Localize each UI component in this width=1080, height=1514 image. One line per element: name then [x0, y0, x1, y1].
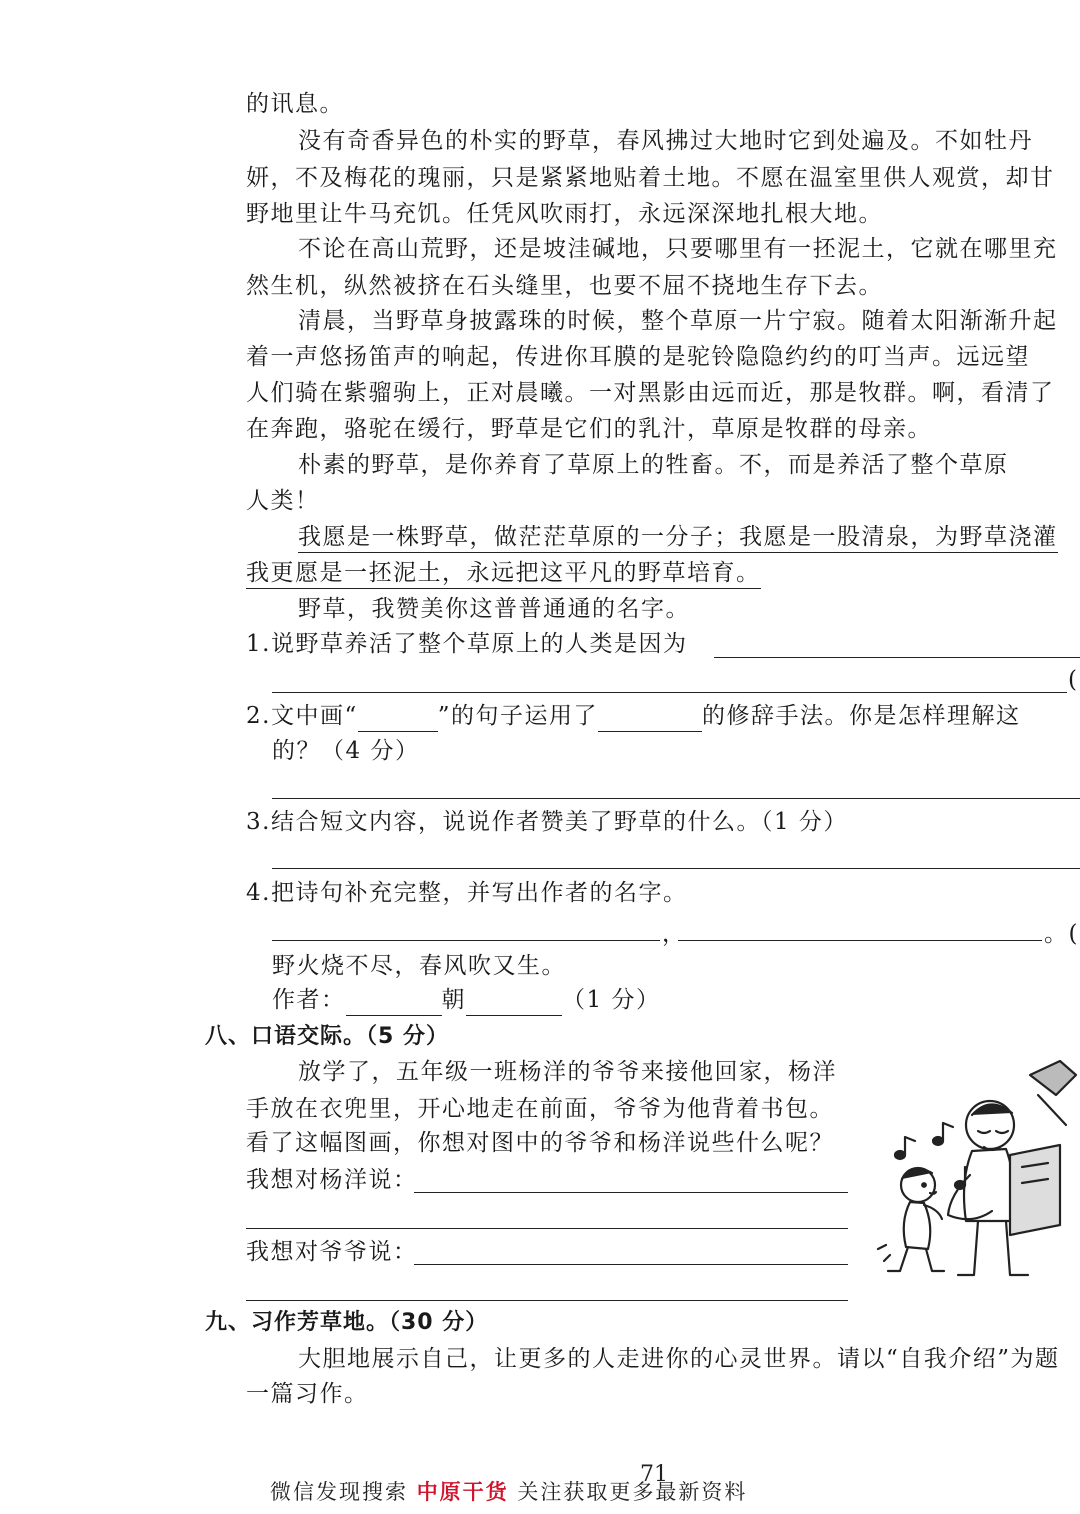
underlined-sentence	[246, 557, 761, 589]
passage-line: 没有奇香异色的朴实的野草，春风拂过大地时它到处遍及。不如牡丹	[298, 128, 1033, 154]
passage-line: 清晨，当野草身披露珠的时候，整个草原一片宁寂。随着太阳渐渐升起	[298, 308, 1058, 334]
question-1	[246, 628, 687, 660]
answer-line[interactable]	[246, 1300, 848, 1301]
underlined-text: 我更愿是一抷泥土，永远把这平凡的野草培育。	[246, 560, 761, 589]
answer-line[interactable]	[678, 940, 1042, 941]
section-8-line: 手放在衣兜里，开心地走在前面，爷爷为他背着书包。	[246, 1096, 834, 1122]
section-9-title: 九、习作芳草地。（30 分）	[205, 1310, 489, 1335]
question-1-text: 1.说野草养活了整个草原上的人类是因为	[246, 631, 688, 657]
answer-blank[interactable]	[346, 991, 442, 1016]
passage-line: 的讯息。	[246, 91, 344, 117]
passage-line: 然生机，纵然被挤在石头缝里，也要不屈不挠地生存下去。	[246, 273, 883, 299]
answer-line[interactable]	[272, 692, 1067, 693]
question-3: 3.结合短文内容，说说作者赞美了野草的什么。（1 分）	[246, 809, 848, 835]
answer-blank[interactable]	[598, 707, 702, 732]
dynasty-label: 朝	[441, 987, 466, 1013]
footer-post: 关注获取更多最新资料	[517, 1480, 748, 1504]
answer-line[interactable]	[714, 657, 1080, 658]
passage-line: 不论在高山荒野，还是坡洼碱地，只要哪里有一抷泥土，它就在哪里充	[298, 236, 1058, 262]
passage-line: 妍，不及梅花的瑰丽，只是紧紧地贴着土地。不愿在温室里供人观赏，却甘	[246, 165, 1055, 191]
answer-line[interactable]	[272, 798, 1080, 799]
question-2-part: 2.文中画“	[246, 703, 358, 729]
section-8-title: 八、口语交际。（5 分）	[205, 1024, 449, 1049]
section-8-line: 放学了，五年级一班杨洋的爷爷来接他回家，杨洋	[298, 1059, 837, 1085]
score-note: （1 分）	[562, 987, 661, 1013]
comma: ，	[662, 921, 687, 947]
grandpa-and-boy-illustration	[860, 1055, 1080, 1290]
passage-line: 着一声悠扬笛声的响起，传进你耳膜的是驼铃隐隐约约的叮当声。远远望	[246, 344, 1030, 370]
period-paren: 。(	[1044, 921, 1079, 947]
question-2-part: 的修辞手法。你是怎样理解这	[701, 703, 1021, 729]
author-line	[272, 984, 660, 1016]
footer-brand: 中原干货	[416, 1480, 509, 1504]
answer-blank[interactable]	[358, 707, 438, 732]
question-4: 4.把诗句补充完整，并写出作者的名字。	[246, 880, 688, 906]
section-8-line: 看了这幅图画，你想对图中的爷爷和杨洋说些什么呢？	[246, 1130, 834, 1156]
passage-line: 在奔跑，骆驼在缓行，野草是它们的乳汁，草原是牧群的母亲。	[246, 416, 932, 442]
poem-line: 野火烧不尽，春风吹又生。	[272, 953, 566, 979]
answer-line[interactable]	[414, 1264, 848, 1265]
passage-line: 人类！	[246, 488, 320, 514]
underlined-sentence	[298, 521, 1058, 553]
passage-line: 野地里让牛马充饥。任凭风吹雨打，永远深深地扎根大地。	[246, 201, 883, 227]
section-9-line: 大胆地展示自己，让更多的人走进你的心灵世界。请以“自我介绍”为题	[298, 1346, 1060, 1372]
answer-line[interactable]	[272, 868, 1080, 869]
to-yangyang-label: 我想对杨洋说：	[246, 1167, 418, 1193]
to-grandpa-label: 我想对爷爷说：	[246, 1239, 418, 1265]
section-9-line: 一篇习作。	[246, 1381, 369, 1407]
answer-blank[interactable]	[466, 991, 562, 1016]
passage-line: 人们骑在紫骝驹上，正对晨曦。一对黑影由远而近，那是牧群。啊，看清了	[246, 380, 1055, 406]
footer-pre: 微信发现搜索	[270, 1480, 408, 1504]
author-label: 作者：	[272, 987, 346, 1013]
question-2-part: ”的句子运用了	[437, 703, 598, 729]
question-2-cont: 的？（4 分）	[272, 738, 420, 764]
answer-line[interactable]	[272, 940, 660, 941]
underlined-text: 我愿是一株野草，做茫茫草原的一分子；我愿是一股清泉，为野草浇灌	[298, 524, 1058, 553]
question-2	[246, 700, 1020, 732]
score-paren: (	[1068, 667, 1079, 693]
answer-line[interactable]	[246, 1228, 848, 1229]
page-number: 71	[640, 1462, 668, 1487]
passage-line: 朴素的野草，是你养育了草原上的牲畜。不，而是养活了整个草原	[298, 452, 1009, 478]
passage-line: 野草，我赞美你这普普通通的名字。	[298, 596, 690, 622]
footer-watermark	[270, 1476, 747, 1506]
answer-line[interactable]	[414, 1192, 848, 1193]
